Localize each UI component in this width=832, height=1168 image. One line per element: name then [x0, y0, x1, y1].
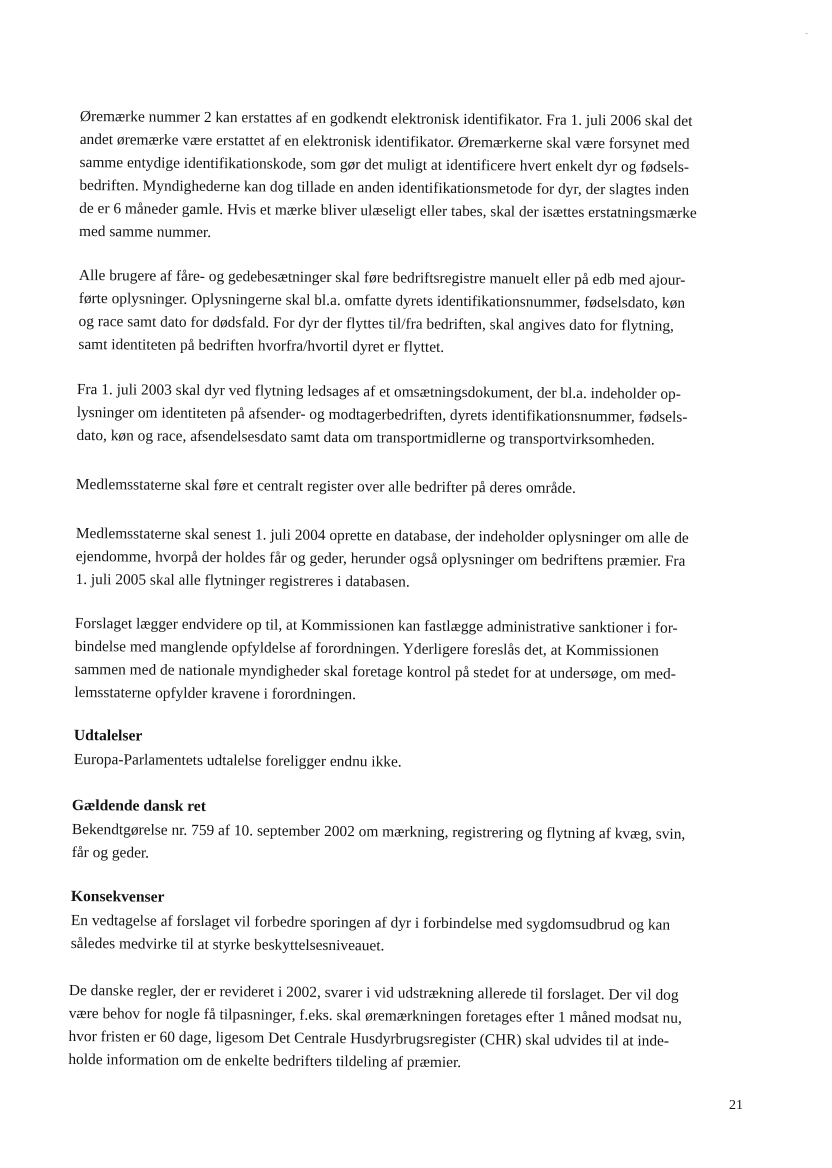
paragraph-sanctions [74, 612, 678, 709]
text-line: samme entydige identifikationskode, som gør det muligt at identificere hvert enkelt dyr og fødsels- [79, 153, 690, 176]
paragraph-movement-document [76, 378, 687, 452]
text-line: lysninger om identiteten på afsender- og modtagerbedriften, dyrets identifikationsnummer, fødsels- [76, 403, 688, 426]
section-udtalelser-body [74, 748, 402, 774]
text-line: Medlemsstaterne skal senest 1. juli 2004 oprette en database, der indeholder oplysninger om alle de [75, 524, 689, 547]
paragraph-database [75, 522, 688, 596]
text-line: Fra 1. juli 2003 skal dyr ved flytning ledsages af et omsætningsdokument, der bl.a. indeholder op- [76, 380, 681, 403]
text-line: hvor fristen er 60 dage, ligesom Det Centrale Husdyrbrugsregister (CHR) skal udvides til at inde- [68, 1027, 670, 1050]
text-line: Alle brugere af fåre- og gedebesætninger skal føre bedriftsregistre manuelt eller på edb med ajour- [78, 266, 686, 289]
text-line: ejendomme, hvorpå der holdes får og geder, herunder også oplysninger om bedriftens præmier. Fra [75, 547, 686, 570]
text-line: Bekendtgørelse nr. 759 af 10. september 2002 om mærkning, registrering og flytning af kvæg, svin, [71, 820, 686, 843]
heading-konsekvenser: Konsekvenser [70, 887, 165, 906]
text-line: førte oplysninger. Oplysningerne skal bl.a. omfatte dyrets identifikationsnummer, fødselsdato, køn [78, 289, 686, 312]
text-line: Medlemsstaterne skal føre et centralt register over alle bedrifter på deres område. [75, 475, 576, 497]
text-line: Europa-Parlamentets udtalelse foreligger endnu ikke. [73, 750, 402, 771]
text-line: Forslaget lægger endvidere op til, at Kommissionen kan fastlægge administrative sanktioner i for- [74, 614, 678, 637]
text-line: andet øremærke være erstattet af en elektronisk identifikator. Øremærkerne skal være forsynet med [79, 130, 690, 153]
page-number: 21 [729, 1098, 743, 1113]
text-line: og race samt dato for dødsfald. For dyr der flyttes til/fra bedriften, skal angives dato for flytning, [78, 312, 674, 335]
text-line: således medvirke til at styrke beskyttelsesniveauet. [70, 934, 385, 955]
scan-artifact [805, 33, 808, 34]
text-line: dato, køn og race, afsendelsesdato samt data om transportmidlerne og transportvirksomheden. [76, 426, 655, 449]
text-line: sammen med de nationale myndigheder skal foretage kontrol på stedet for at undersøge, om med- [74, 660, 676, 683]
section-gaeldende-dansk-ret-body [72, 818, 686, 869]
text-line: bedriften. Myndighederne kan dog tillade en anden identifikationsmetode for dyr, der slagtes inden [79, 176, 690, 199]
text-line: De danske regler, der er revideret i 2002, svarer i vid udstrækning allerede til forslaget. Der vil dog [68, 981, 679, 1004]
heading-udtalelser: Udtalelser [73, 726, 143, 745]
text-line: Øremærke nummer 2 kan erstattes af en godkendt elektronisk identifikator. Fra 1. juli 2006 skal det [79, 107, 693, 130]
text-line: lemsstaterne opfylder kravene i forordningen. [74, 683, 357, 704]
text-line: samt identiteten på bedriften hvorfra/hvortil dyret er flyttet. [78, 335, 445, 356]
text-line: de er 6 måneder gamle. Hvis et mærke bliver ulæseligt eller tabes, skal der isættes erstatningsmærke [79, 199, 697, 222]
text-line: bindelse med manglende opfyldelse af forordningen. Yderligere foreslås det, at Kommissionen [74, 637, 659, 660]
section-konsekvenser-body [71, 909, 671, 960]
text-line: 1. juli 2005 skal alle flytninger registreres i databasen. [75, 570, 410, 591]
text-line: En vedtagelse af forslaget vil forbedre sporingen af dyr i forbindelse med sygdomsudbrud og kan [70, 911, 671, 934]
text-line: får og geder. [71, 843, 150, 862]
text-line: holde information om de enkelte bedrifters tildeling af præmier. [68, 1050, 462, 1072]
heading-gaeldende-dansk-ret: Gældende dansk ret [71, 796, 207, 816]
paragraph-ear-tags [79, 105, 698, 248]
text-line: med samme nummer. [78, 222, 212, 242]
paragraph-central-register [76, 473, 576, 500]
text-line: være behov for nogle få tilpasninger, f.eks. skal øremærkningen foretages efter 1 måned modsat nu, [68, 1004, 682, 1027]
paragraph-holding-registers [78, 264, 685, 361]
paragraph-danish-rules [68, 979, 682, 1076]
